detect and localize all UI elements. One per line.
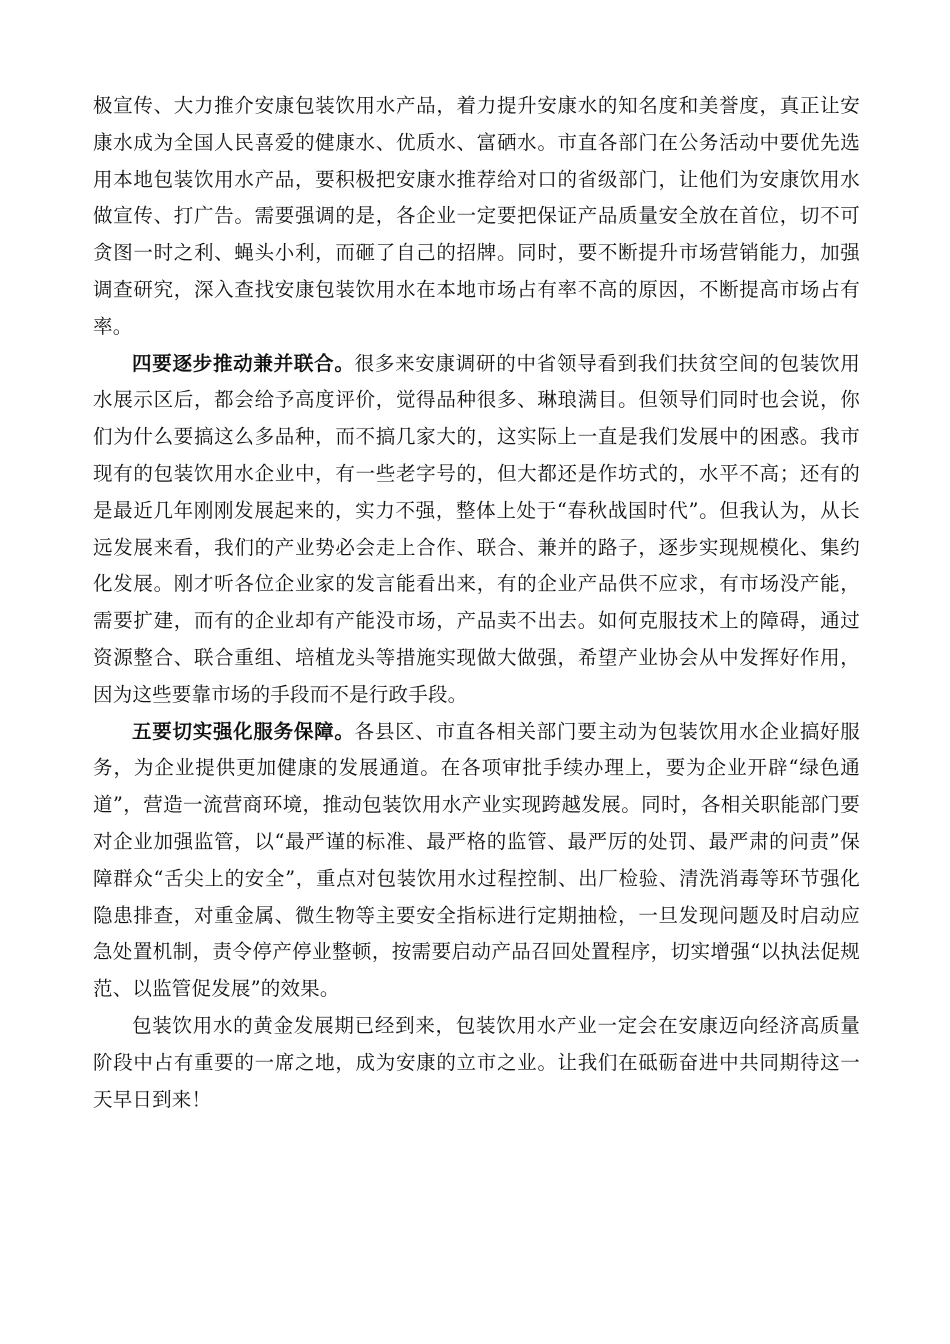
paragraph-conclusion — [93, 1008, 860, 1118]
paragraph-text: 包装饮用水的黄金发展期已经到来，包装饮用水产业一定会在安康迈向经济高质量阶段中占有重要的一席之地，成为安康的立市之业。让我们在砥砺奋进中共同期待这一天早日到来！ — [93, 1013, 860, 1111]
paragraph-section-four — [93, 346, 860, 714]
section-heading-four: 四要逐步推动兼并联合。 — [132, 351, 355, 375]
paragraph-text: 很多来安康调研的中省领导看到我们扶贫空间的包装饮用水展示区后，都会给予高度评价，觉得品种很多、琳琅满目。但领导们同时也会说，你们为什么要搞这么多品种，而不搞几家大的，这实际上一直是我们发展中的困惑。我市现有的包装饮用水企业中，有一些老字号的，但大都还是作坊式的，水平不高；还有的是最近几年刚刚发展起来的，实力不强，整体上处于“春秋战国时代”。但我认为，从长远发展来看，我们的产业势必会走上合作、联合、兼并的路子，逐步实现规模化、集约化发展。刚才听各位企业家的发言能看出来，有的企业产品供不应求，有市场没产能，需要扩建，而有的企业却有产能没市场，产品卖不出去。如何克服技术上的障碍，通过资源整合、联合重组、培植龙头等措施实现做大做强，希望产业协会从中发挥好作用，因为这些要靠市场的手段而不是行政手段。 — [93, 351, 860, 706]
section-heading-five: 五要切实强化服务保障。 — [132, 719, 355, 743]
paragraph-text: 极宣传、大力推介安康包装饮用水产品，着力提升安康水的知名度和美誉度，真正让安康水成为全国人民喜爱的健康水、优质水、富硒水。市直各部门在公务活动中要优先选用本地包装饮用水产品，要积极把安康水推荐给对口的省级部门，让他们为安康饮用水做宣传、打广告。需要强调的是，各企业一定要把保证产品质量安全放在首位，切不可贪图一时之利、蝇头小利，而砸了自己的招牌。同时，要不断提升市场营销能力，加强调查研究，深入查找安康包装饮用水在本地市场占有率不高的原因，不断提高市场占有率。 — [93, 94, 860, 338]
paragraph-text: 各县区、市直各相关部门要主动为包装饮用水企业搞好服务，为企业提供更加健康的发展通道。在各项审批手续办理上，要为企业开辟“绿色通道”，营造一流营商环境，推动包装饮用水产业实现跨越发展。同时，各相关职能部门要对企业加强监管，以“最严谨的标准、最严格的监管、最严厉的处罚、最严肃的问责”保障群众“舌尖上的安全”，重点对包装饮用水过程控制、出厂检验、清洗消毒等环节强化隐患排查，对重金属、微生物等主要安全指标进行定期抽检，一旦发现问题及时启动应急处置机制，责令停产停业整顿，按需要启动产品召回处置程序，切实增强“以执法促规范、以监管促发展”的效果。 — [93, 719, 860, 1001]
paragraph-continuation — [93, 88, 860, 346]
paragraph-section-five — [93, 714, 860, 1008]
document-page — [93, 88, 860, 1118]
